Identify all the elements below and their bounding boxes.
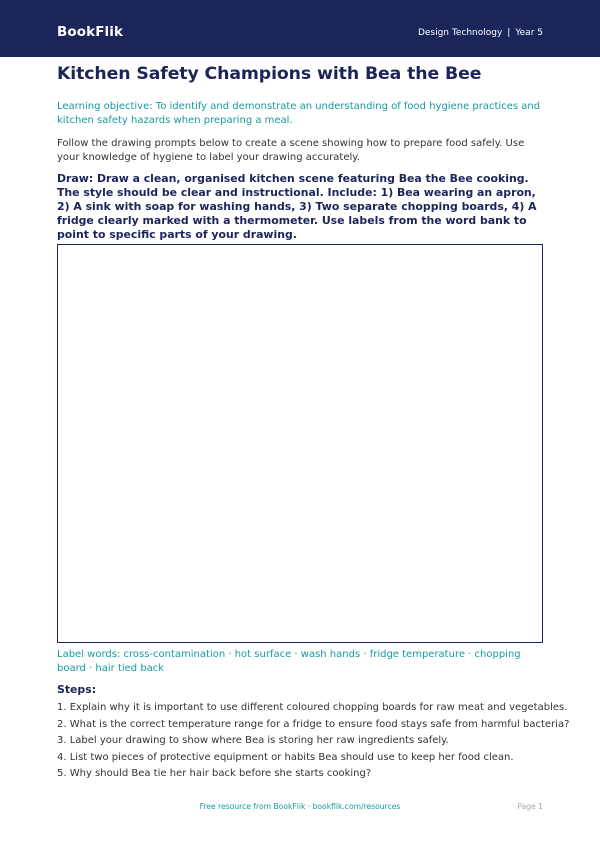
separator: |	[507, 28, 511, 38]
page-title: Kitchen Safety Champions with Bea the Bee	[57, 64, 482, 84]
label-words: Label words: cross-contamination · hot surface · wash hands · fridge temperature · chopping board · hair tied back	[57, 649, 521, 674]
intro-text: Follow the drawing prompts below to create a scene showing how to prepare food safely. Use your knowledge of hygiene to label your drawing accurately.	[57, 138, 525, 163]
learning-objective: Learning objective: To identify and demonstrate an understanding of food hygiene practices and kitchen safety hazards when preparing a meal.	[57, 101, 541, 126]
footer-text[interactable]: Free resource from BookFlik · bookflik.com/resources	[199, 802, 401, 811]
header-bar	[0, 0, 600, 57]
step-item: 4. List two pieces of protective equipment or habits Bea should use to keep her food clean.	[57, 751, 514, 763]
subject-label: Design Technology	[417, 28, 503, 38]
brand-logo-text[interactable]: BookFlik	[57, 24, 124, 40]
steps-heading: Steps:	[57, 683, 97, 696]
draw-prompt: Draw: Draw a clean, organised kitchen scene featuring Bea the Bee cooking. The style should be clear and instructional. Include: 1) Bea wearing an apron, 2) A sink with soap for washing hands, 3) Two separate chopping boards, 4) A fridge clearly marked with a thermometer. Use labels from the word bank to point to specific parts of your drawing.	[57, 172, 537, 241]
drawing-area[interactable]	[57, 244, 543, 643]
step-item: 5. Why should Bea tie her hair back before she starts cooking?	[57, 768, 372, 780]
steps-list	[57, 700, 570, 783]
step-item: 1. Explain why it is important to use different coloured chopping boards for raw meat and vegetables.	[57, 702, 568, 713]
subject-year-label	[418, 28, 543, 38]
step-item: 2. What is the correct temperature range for a fridge to ensure food stays safe from harmful bacteria?	[57, 718, 570, 730]
year-label: Year 5	[515, 28, 543, 38]
step-item: 3. Label your drawing to show where Bea is storing her raw ingredients safely.	[57, 735, 449, 747]
page-number: Page 1	[517, 802, 543, 811]
